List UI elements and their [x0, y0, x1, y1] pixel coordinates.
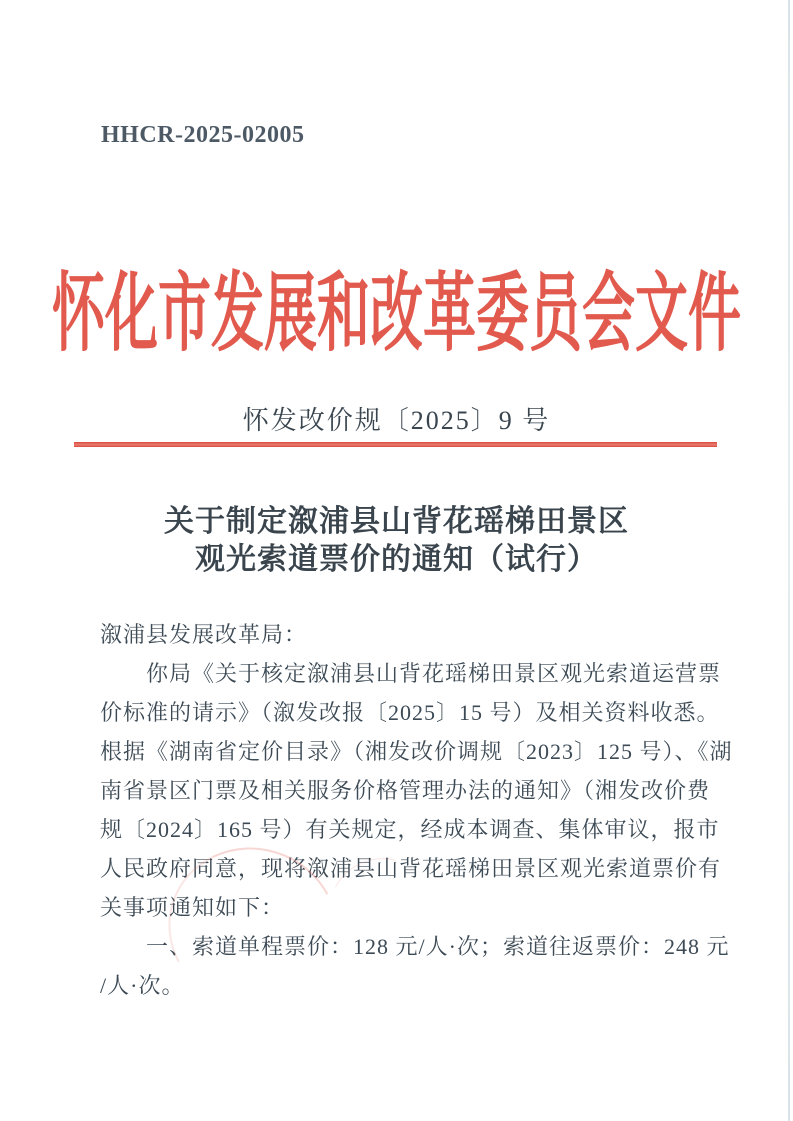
document-title	[0, 503, 793, 579]
salutation-line: 溆浦县发展改革局：	[100, 622, 308, 647]
document-title-line2: 观光索道票价的通知（试行）	[195, 543, 598, 576]
body-line: 规〔2024〕165 号）有关规定，经成本调查、集体审议，报市	[100, 817, 720, 842]
issue-number: 怀发改价规〔2025〕9 号	[242, 406, 551, 435]
body-line-price-continued: /人·次。	[100, 973, 185, 998]
red-divider-line	[74, 442, 717, 447]
body-line-price: 一、索道单程票价：128 元/人·次；索道往返票价：248 元	[100, 934, 730, 959]
document-code: HHCR-2025-02005	[101, 122, 305, 148]
scan-page-edge	[788, 0, 790, 1121]
body-line: 根据《湖南省定价目录》（湘发改价调规〔2023〕125 号）、《湖	[100, 739, 733, 764]
agency-red-header: 怀化市发展和改革委员会文件	[52, 268, 741, 362]
body-line: 价标准的请示》（溆发改报〔2025〕15 号）及相关资料收悉。	[100, 700, 720, 725]
body-line: 南省景区门票及相关服务价格管理办法的通知》（湘发改价费	[100, 778, 711, 803]
body-line: 你局《关于核定溆浦县山背花瑶梯田景区观光索道运营票	[100, 661, 722, 686]
body-line: 人民政府同意，现将溆浦县山背花瑶梯田景区观光索道票价有	[100, 856, 722, 881]
body-line: 关事项通知如下：	[100, 895, 285, 920]
document-title-line1: 关于制定溆浦县山背花瑶梯田景区	[164, 505, 629, 538]
